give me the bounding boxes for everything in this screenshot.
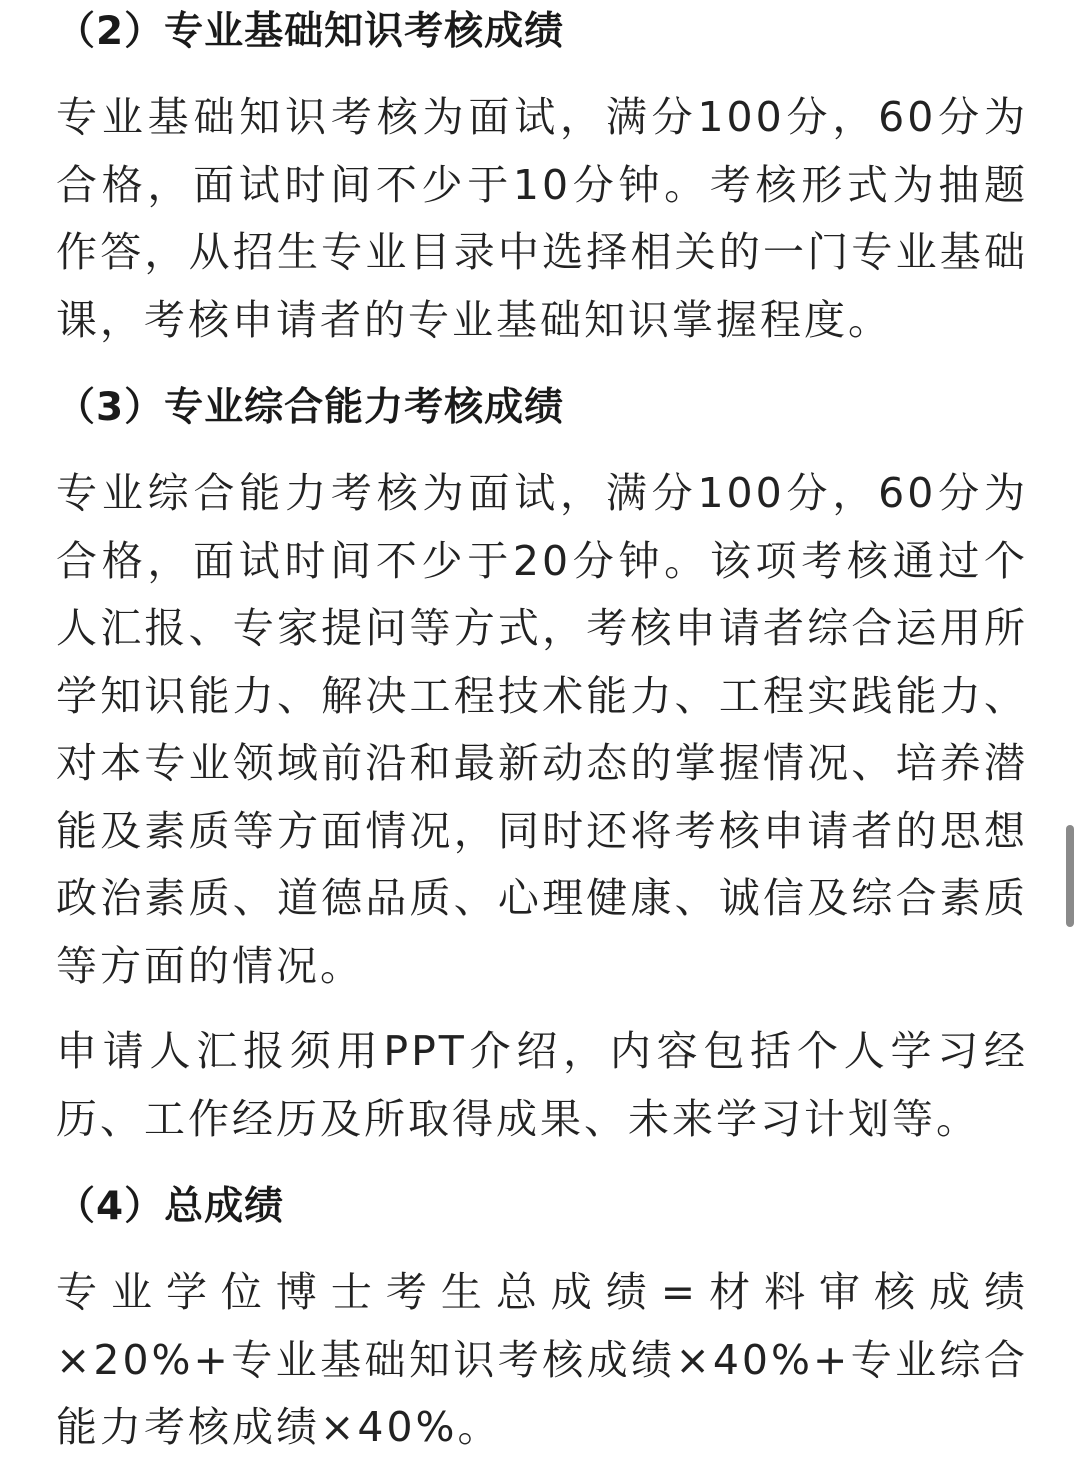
section-paragraph-2: 专业基础知识考核为面试，满分100分，60分为合格，面试时间不少于10分钟。考核形式为抽题作答，从招生专业目录中选择相关的一门专业基础课，考核申请者的专业基础知识掌握程度。: [56, 93, 1028, 344]
scrollbar-thumb[interactable]: [1066, 825, 1074, 927]
document-body: [56, 0, 1028, 1462]
section-heading-3: （3）专业综合能力考核成绩: [56, 385, 565, 430]
section-heading-2: （2）专业基础知识考核成绩: [56, 9, 565, 54]
section-paragraph-4: 专业学位博士考生总成绩=材料审核成绩×20%+专业基础知识考核成绩×40%+专业综合能力考核成绩×40%。: [56, 1268, 1028, 1451]
section-paragraph-3b: 申请人汇报须用PPT介绍，内容包括个人学习经历、工作经历及所取得成果、未来学习计划等。: [56, 1027, 1028, 1143]
section-heading-4: （4）总成绩: [56, 1184, 285, 1229]
section-paragraph-3: 专业综合能力考核为面试，满分100分，60分为合格，面试时间不少于20分钟。该项考核通过个人汇报、专家提问等方式，考核申请者综合运用所学知识能力、解决工程技术能力、工程实践能力、对本专业领域前沿和最新动态的掌握情况、培养潜能及素质等方面情况，同时还将考核申请者的思想政治素质、道德品质、心理健康、诚信及综合素质等方面的情况。: [56, 469, 1028, 990]
